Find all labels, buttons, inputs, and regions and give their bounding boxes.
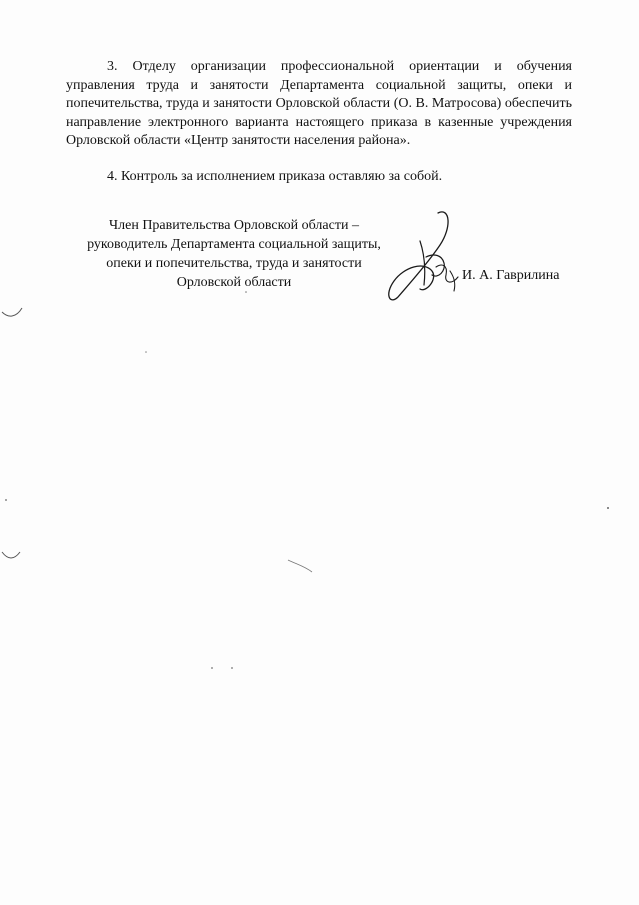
signatory-title-line-1: Член Правительства Орловской области – — [109, 218, 359, 233]
handwritten-signature — [380, 205, 470, 305]
paragraph-4: 4. Контроль за исполнением приказа оставляю за собой. — [107, 169, 443, 184]
signatory-title — [56, 216, 412, 292]
signatory-title-line-3: опеки и попечительства, труда и занятости — [106, 256, 362, 271]
signatory-title-line-2: руководитель Департамента социальной защиты, — [87, 237, 381, 252]
signer-name: И. А. Гаврилина — [462, 268, 560, 283]
paragraph-3: 3. Отделу организации профессиональной ориентации и обучения управления труда и занятости Департамента социальной защиты, опеки и попечительства, труда и занятости Орловской области (О. В. Матросова) обеспечить направление электронного варианта настоящего приказа в казенные учреждения Орловской области «Центр занятости населения района». — [66, 59, 572, 148]
signatory-title-line-4: Орловской области — [176, 275, 292, 290]
